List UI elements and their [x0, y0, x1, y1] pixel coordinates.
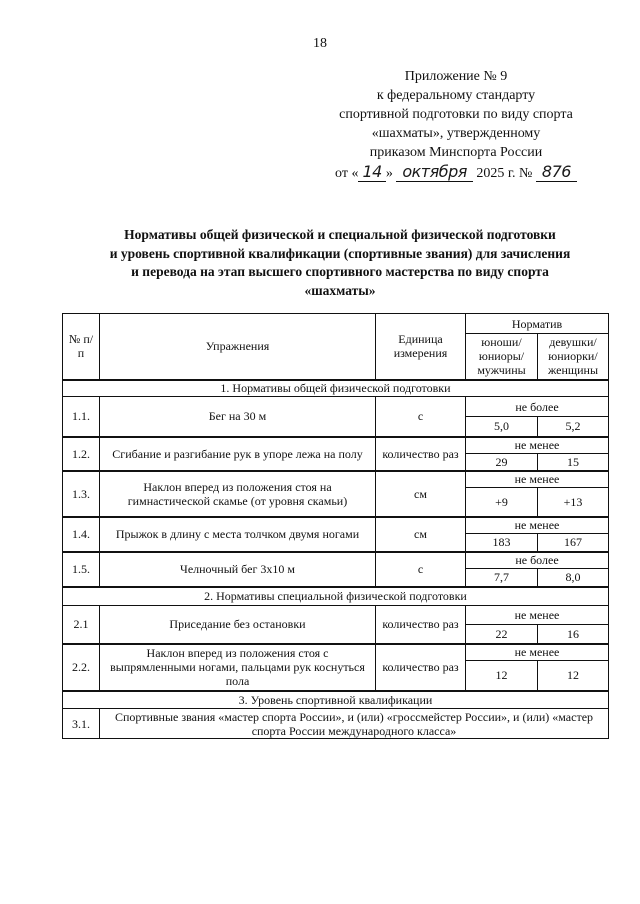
row-num: 3.1. [63, 709, 100, 739]
appendix-line: спортивной подготовки по виду спорта [339, 107, 573, 122]
row-condition: не менее [466, 437, 609, 454]
order-month-handwritten: октября [396, 162, 473, 182]
order-number-handwritten: 876 [536, 162, 577, 182]
appendix-block [306, 67, 606, 183]
header-unit: Единица измерения [376, 314, 466, 380]
row-male-value: +9 [466, 488, 538, 517]
page-number: 18 [313, 36, 327, 51]
row-male-value: 29 [466, 454, 538, 471]
row-exercise: Наклон вперед из положения стоя на гимнастической скамье (от уровня скамьи) [100, 471, 376, 517]
header-male: юноши/ юниоры/ мужчины [466, 334, 538, 380]
appendix-line: к федеральному стандарту [376, 88, 536, 103]
row-male-value: 7,7 [466, 569, 538, 587]
row-qualification-text: Спортивные звания «мастер спорта России», и (или) «гроссмейстер России», и (или) «мастер спорта России международного класса» [100, 709, 609, 739]
title-line: «шахматы» [304, 282, 376, 298]
row-condition: не более [466, 397, 609, 417]
row-condition: не более [466, 552, 609, 569]
row-female-value: 15 [538, 454, 609, 471]
order-prefix: от « [335, 166, 359, 181]
order-mid: » [385, 166, 393, 181]
document-title [40, 226, 640, 300]
section-title: 1. Нормативы общей физической подготовки [63, 380, 609, 397]
header-exercise: Упражнения [100, 314, 376, 380]
appendix-line: Приложение № 9 [404, 69, 508, 84]
order-line [306, 162, 606, 183]
title-line: и перевода на этап высшего спортивного мастерства по виду спорта [131, 264, 549, 279]
row-unit: количество раз [376, 437, 466, 471]
row-exercise: Приседание без остановки [100, 606, 376, 644]
row-unit: с [376, 397, 466, 437]
row-male-value: 22 [466, 625, 538, 644]
row-num: 1.5. [63, 552, 100, 587]
norms-table [62, 313, 609, 739]
section-title: 3. Уровень спортивной квалификации [63, 691, 609, 709]
row-exercise: Прыжок в длину с места толчком двумя ногами [100, 517, 376, 552]
row-male-value: 5,0 [466, 417, 538, 437]
header-num: № п/п [63, 314, 100, 380]
row-condition: не менее [466, 517, 609, 534]
row-unit: количество раз [376, 644, 466, 691]
row-exercise: Челночный бег 3х10 м [100, 552, 376, 587]
order-day-handwritten: 14 [358, 162, 385, 182]
row-exercise: Бег на 30 м [100, 397, 376, 437]
row-male-value: 183 [466, 534, 538, 552]
appendix-line: приказом Минспорта России [369, 145, 543, 160]
title-line: и уровень спортивной квалификации (спортивные звания) для зачисления [109, 245, 571, 261]
row-female-value: 167 [538, 534, 609, 552]
row-female-value: +13 [538, 488, 609, 517]
row-num: 1.2. [63, 437, 100, 471]
row-condition: не менее [466, 606, 609, 625]
row-unit: с [376, 552, 466, 587]
row-female-value: 16 [538, 625, 609, 644]
row-condition: не менее [466, 644, 609, 661]
row-female-value: 8,0 [538, 569, 609, 587]
order-year: 2025 г. № [476, 166, 533, 181]
row-unit: количество раз [376, 606, 466, 644]
row-condition: не менее [466, 471, 609, 488]
row-num: 2.2. [63, 644, 100, 691]
header-norm: Норматив [466, 314, 609, 334]
row-exercise: Наклон вперед из положения стоя с выпрямленными ногами, пальцами рук коснуться пола [100, 644, 376, 691]
row-num: 1.3. [63, 471, 100, 517]
row-unit: см [376, 471, 466, 517]
row-female-value: 5,2 [538, 417, 609, 437]
row-exercise: Сгибание и разгибание рук в упоре лежа на полу [100, 437, 376, 471]
header-female: девушки/ юниорки/ женщины [538, 334, 609, 380]
row-num: 1.4. [63, 517, 100, 552]
section-title: 2. Нормативы специальной физической подготовки [63, 587, 609, 606]
title-line: Нормативы общей физической и специальной физической подготовки [124, 227, 556, 242]
row-num: 1.1. [63, 397, 100, 437]
row-female-value: 12 [538, 661, 609, 691]
row-num: 2.1 [63, 606, 100, 644]
row-male-value: 12 [466, 661, 538, 691]
row-unit: см [376, 517, 466, 552]
appendix-line: «шахматы», утвержденному [371, 126, 541, 141]
